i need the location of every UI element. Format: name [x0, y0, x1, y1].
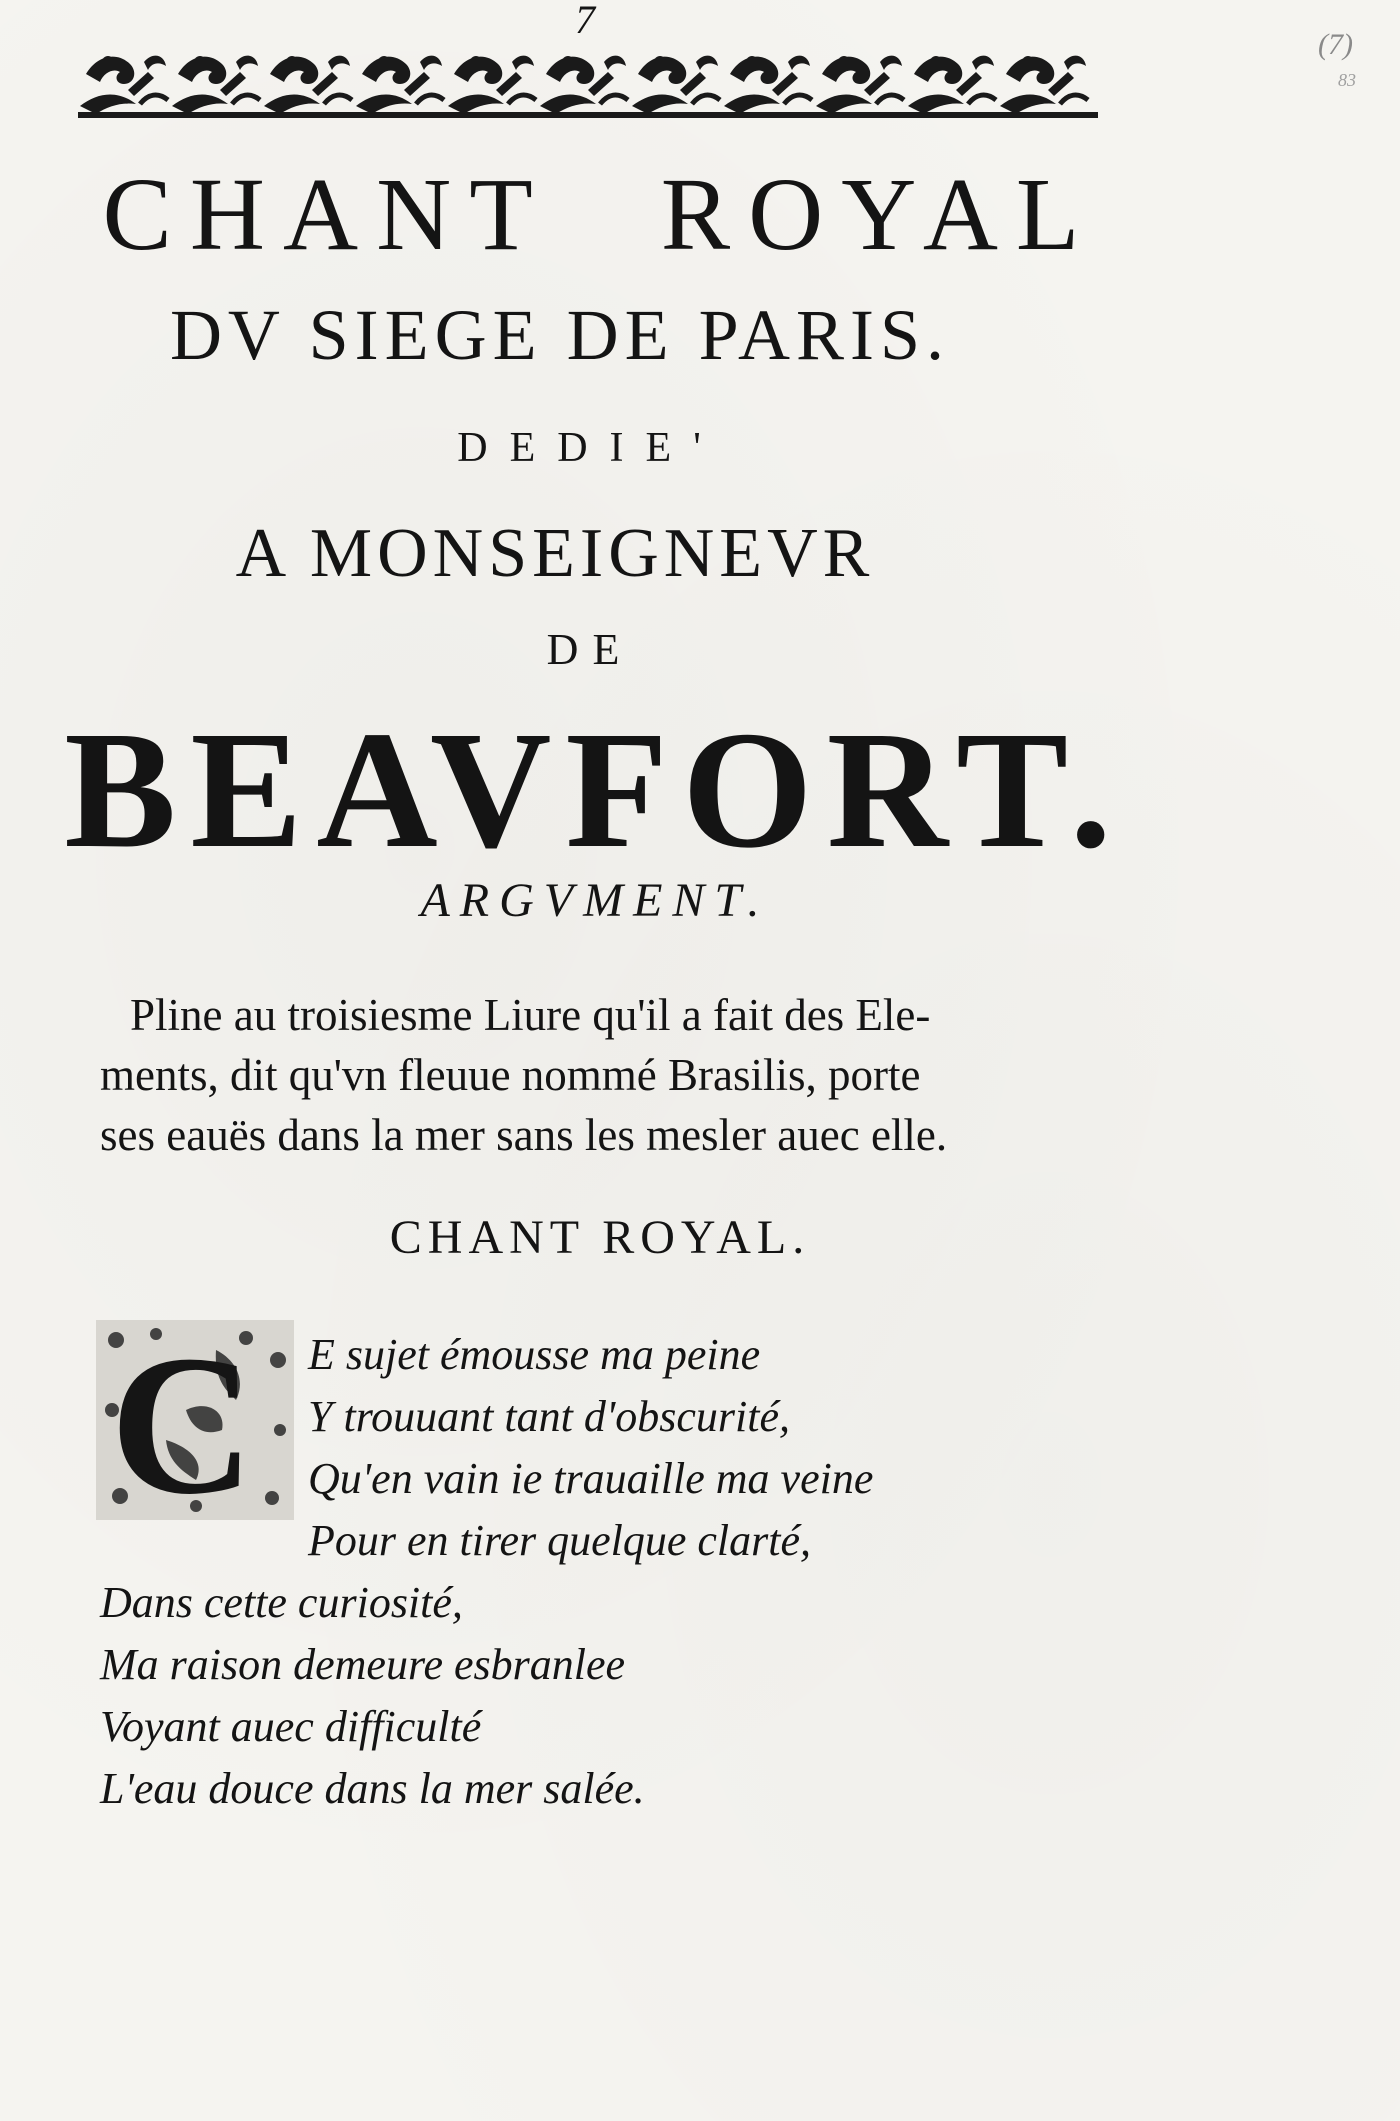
argument-line: ses eauës dans la mer sans les mesler auec elle.: [100, 1110, 948, 1160]
argument-paragraph: [100, 985, 1110, 1165]
poem-line: Pour en tirer quelque clarté,: [308, 1516, 812, 1565]
margin-annotation: (7): [1318, 28, 1353, 61]
title-monseigneur: A MONSEIGNEVR: [235, 515, 875, 592]
argument-line: ments, dit qu'vn fleuue nommé Brasilis, porte: [100, 1050, 921, 1100]
title-siege-de-paris: DV SIEGE DE PARIS.: [169, 295, 951, 375]
margin-annotation-small: 83: [1338, 70, 1356, 90]
title-beaufort: BEAVFORT.: [64, 697, 1126, 883]
dropcap-letter: C: [110, 1320, 255, 1520]
poem-line: Dans cette curiosité,: [100, 1578, 463, 1627]
poem-line: E sujet émousse ma peine: [308, 1330, 761, 1379]
poem-line: Qu'en vain ie trauaille ma veine: [308, 1454, 874, 1503]
poem-heading: CHANT ROYAL.: [389, 1211, 811, 1264]
title-word-chant: CHANT: [102, 157, 551, 272]
decorated-initial-frame: [96, 1320, 294, 1520]
argument-line: Pline au troisiesme Liure qu'il a fait des Ele-: [130, 990, 931, 1040]
title-word-royal: ROYAL: [660, 157, 1098, 272]
poem-line: L'eau douce dans la mer salée.: [100, 1764, 645, 1813]
argument-heading: ARGVMENT.: [420, 874, 770, 927]
page-number: 7: [575, 0, 595, 42]
title-de: DE: [546, 625, 634, 674]
title-dedie: DEDIE': [457, 425, 723, 471]
headpiece-ornament: [78, 44, 1098, 122]
title-chant-royal: [70, 155, 1130, 275]
poem-line: Voyant auec difficulté: [100, 1702, 482, 1751]
decorated-initial: [96, 1320, 294, 1520]
poem-line: Ma raison demeure esbranlee: [100, 1640, 626, 1689]
poem-line: Y trouuant tant d'obscurité,: [308, 1392, 791, 1441]
